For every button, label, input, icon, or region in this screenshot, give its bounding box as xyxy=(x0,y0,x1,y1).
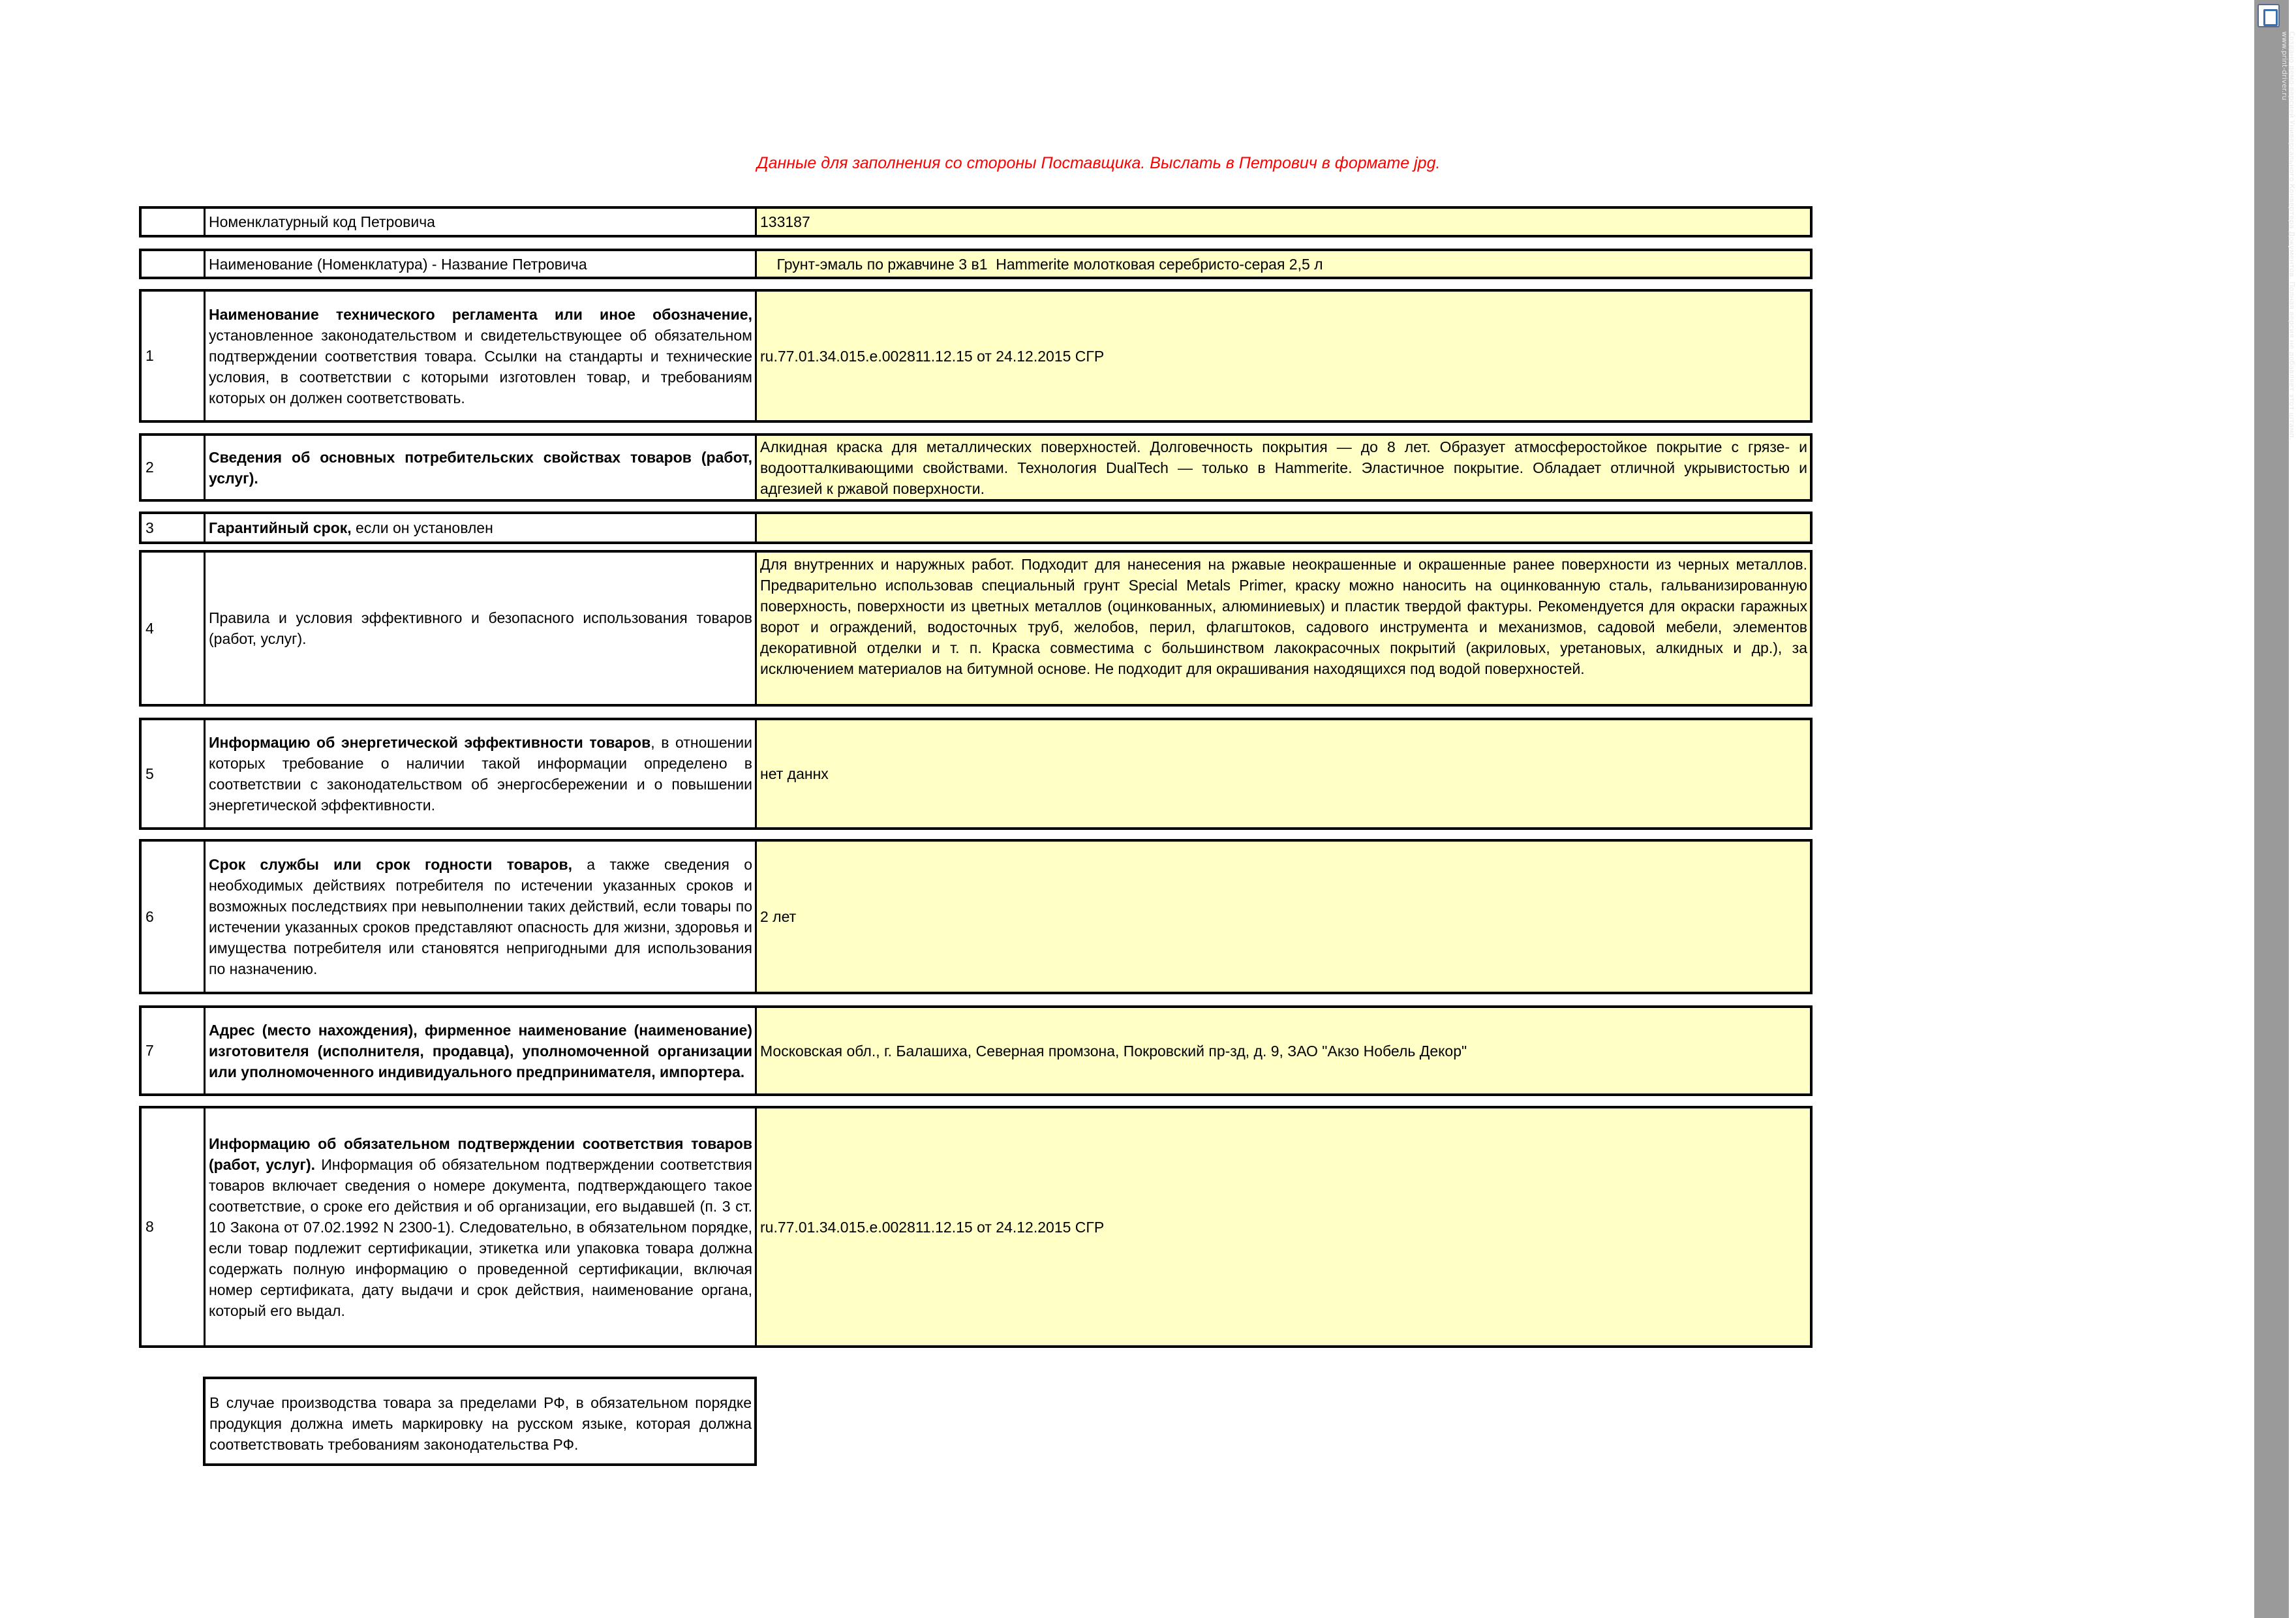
row-label xyxy=(206,436,757,499)
row-label xyxy=(206,1108,757,1345)
table-row-1 xyxy=(139,289,1813,423)
row-label xyxy=(206,292,757,420)
row-number: 4 xyxy=(142,553,206,704)
row-value-field[interactable] xyxy=(757,1108,1810,1345)
row-value-field[interactable] xyxy=(757,553,1810,704)
row-label-bold: Наименование технического регламента или иное обозначение, xyxy=(209,305,752,323)
row-label-rest: Информация об обязательном подтверждении соответствия товаров включает сведения о номере документа, подтверждающего такое соответствие, о сроке его действия и об организации, его выдавшей (п. 3 ст. 10 Закона от 07.02.1992 N 2300-1). Следовательно, в обязательном порядке, если товар подлежит сертификации, этикетка или упаковка товара должна содержать полную информацию о проведенной сертификации, включая номер сертификата, дату выдачи и срок действия, наименование органа, который его выдал. xyxy=(209,1155,752,1319)
row-value-text: 2 лет xyxy=(760,908,797,925)
row-label-bold: Адрес (место нахождения), фирменное наименование (наименование) изготовителя (исполнителя, продавца), уполномоченной организации или уполномоченного индивидуального предпринимателя, импортера. xyxy=(209,1021,752,1080)
row-value-field[interactable] xyxy=(757,436,1810,499)
row-label-bold: Гарантийный срок, xyxy=(209,519,352,536)
row-label-bold: Сведения об основных потребительских свойствах товаров (работ, услуг). xyxy=(209,448,752,487)
row-label-bold: Информацию об обязательном подтверждении соответствия товаров (работ, услуг). xyxy=(209,1135,752,1173)
row-value-field[interactable] xyxy=(757,842,1810,992)
table-row-2 xyxy=(139,433,1813,502)
row-number xyxy=(142,209,206,235)
row-number: 3 xyxy=(142,514,206,542)
row-label-rest: Правила и условия эффективного и безопасного использования товаров (работ, услуг). xyxy=(209,609,752,647)
row-value-text: Для внутренних и наружных работ. Подходит для нанесения на ржавые неокрашенные и окрашенные ранее поверхности из черных металлов. Предварительно использовав специальный грунт Special Metals Primer, краску можно наносить на оцинкованную сталь, гальванизированную поверхность, поверхности из цветных металлов (оцинкованных, алюминиевых) и пластик твердой фактуры. Рекомендуется для окраски гаражных ворот и ограждений, водосточных труб, желобов, перил, флагштоков, садового инструмента и механизмов, садовой мебели, элементов декоративной отделки и т. п. Краска совместима с большинством лакокрасочных покрытий (акриловых, уретановых, алкидных и др.), за исключением материалов на битумной основе. Не подходит для окрашивания находящихся под водой поверхностей. xyxy=(760,556,1807,677)
row-label-bold: Информацию об энергетической эффективности товаров xyxy=(209,734,651,751)
row-number: 8 xyxy=(142,1108,206,1345)
row-label xyxy=(206,1008,757,1093)
row-value-text: Московская обл., г. Балашиха, Северная промзона, Покровский пр-зд, д. 9, ЗАО "Акзо Нобель Декор" xyxy=(760,1042,1467,1060)
row-value-text: ru.77.01.34.015.e.002811.12.15 от 24.12.2015 СГР xyxy=(760,347,1105,365)
import-labeling-note: В случае производства товара за пределами РФ, в обязательном порядке продукция должна иметь маркировку на русском языке, которая должна соответствовать требованиям законодательства РФ. xyxy=(203,1377,757,1466)
row-label-rest: Наименование (Номенклатура) - Название Петровича xyxy=(209,255,587,273)
row-number xyxy=(142,251,206,277)
table-row-6 xyxy=(139,839,1813,994)
table-row-8 xyxy=(139,1106,1813,1348)
row-number: 7 xyxy=(142,1008,206,1093)
row-value-text: 133187 xyxy=(760,213,810,230)
row-value-text: Алкидная краска для металлических поверхностей. Долговечность покрытия — до 8 лет. Образует атмосферостойкое покрытие с грязе- и водоотталкивающими свойствами. Технология DualTech — только в Hammerite. Эластичное покрытие. Обладает отличной укрывистостью и адгезией к ржавой поверхности. xyxy=(760,438,1807,497)
demo-watermark-text: Создано демо-версией Универсального Конвертера Документов. Полная версия не добавляет этот штамп. www.print-driver.ru xyxy=(2280,31,2296,440)
table-row-5 xyxy=(139,718,1813,830)
row-value-text: Грунт-эмаль по ржавчине 3 в1 Hammerite молотковая серебристо-серая 2,5 л xyxy=(760,255,1323,273)
row-label xyxy=(206,251,757,277)
table-row-nomenclature-code xyxy=(139,206,1813,237)
row-value-field[interactable] xyxy=(757,209,1810,235)
row-number: 5 xyxy=(142,720,206,827)
row-value-text: нет даннх xyxy=(760,765,829,782)
row-value-field[interactable] xyxy=(757,292,1810,420)
table-row-4 xyxy=(139,550,1813,707)
row-label xyxy=(206,842,757,992)
table-row-7 xyxy=(139,1005,1813,1096)
row-number: 1 xyxy=(142,292,206,420)
row-label-rest: если он установлен xyxy=(351,519,493,536)
row-number: 2 xyxy=(142,436,206,499)
row-value-field[interactable] xyxy=(757,514,1810,542)
row-label-rest: а также сведения о необходимых действиях потребителя по истечении указанных сроков и возможных последствиях при невыполнении таких действий, если товары по истечении указанных сроков представляют опасность для жизни, здоровья и имущества потребителя или становятся непригодными для использования по назначению. xyxy=(209,856,752,977)
table-row-product-name xyxy=(139,249,1813,279)
row-label xyxy=(206,209,757,235)
row-label xyxy=(206,720,757,827)
row-value-field[interactable] xyxy=(757,720,1810,827)
converter-logo-icon xyxy=(2258,4,2280,27)
row-number: 6 xyxy=(142,842,206,992)
row-label xyxy=(206,553,757,704)
row-label-rest: установленное законодательством и свидетельствующее об обязательном подтверждении соответствия товара. Ссылки на стандарты и технические условия, в соответствии с которыми изготовлен товар, и требованиям которых он должен соответствовать. xyxy=(209,326,752,406)
row-value-field[interactable] xyxy=(757,1008,1810,1093)
supplier-instruction-note: Данные для заполнения со стороны Поставщика. Выслать в Петрович в формате jpg. xyxy=(757,154,1441,172)
row-value-field[interactable] xyxy=(757,251,1810,277)
row-label-rest: Номенклатурный код Петровича xyxy=(209,213,435,230)
row-label xyxy=(206,514,757,542)
row-label-rest: , в отношении которых требование о наличии такой информации определено в соответствии с законодательством об энергосбережении и о повышении энергетической эффективности. xyxy=(209,734,753,814)
table-row-3 xyxy=(139,511,1813,544)
row-label-bold: Срок службы или срок годности товаров, xyxy=(209,856,572,873)
row-value-text: ru.77.01.34.015.e.002811.12.15 от 24.12.2015 СГР xyxy=(760,1218,1105,1236)
